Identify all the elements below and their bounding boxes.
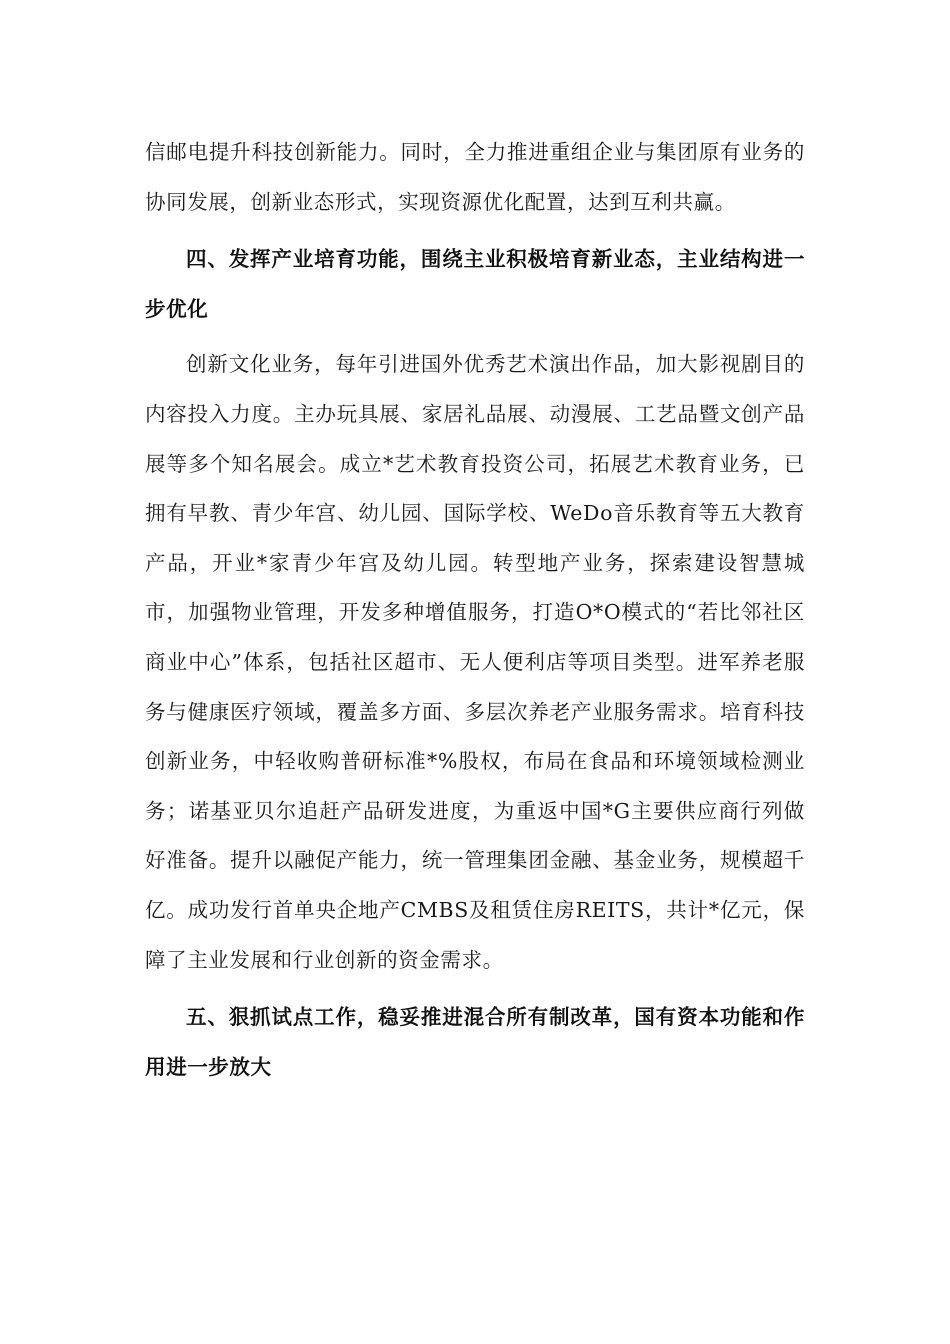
document-body — [145, 128, 805, 1092]
paragraph-spacer — [145, 985, 805, 993]
section-heading-four: 四、发挥产业培育功能，围绕主业积极培育新业态，主业结构进一步优化 — [145, 247, 805, 321]
paragraph-continuation: 信邮电提升科技创新能力。同时，全力推进重组企业与集团原有业务的协同发展，创新业态形式，实现资源优化配置，达到互利共赢。 — [145, 140, 805, 214]
section-heading-five: 五、狠抓试点工作，稳妥推进混合所有制改革，国有资本功能和作用进一步放大 — [145, 1005, 805, 1079]
paragraph-spacer — [145, 227, 805, 235]
paragraph-section-four-body: 创新文化业务，每年引进国外优秀艺术演出作品，加大影视剧目的内容投入力度。主办玩具展、家居礼品展、动漫展、工艺品暨文创产品展等多个知名展会。成立*艺术教育投资公司，拓展艺术教育业务，已拥有早教、青少年宫、幼儿园、国际学校、WeDo音乐教育等五大教育产品，开业*家青少年宫及幼儿园。转型地产业务，探索建设智慧城市，加强物业管理，开发多种增值服务，打造O*O模式的“若比邻社区商业中心”体系，包括社区超市、无人便利店等项目类型。进军养老服务与健康医疗领域，覆盖多方面、多层次养老产业服务需求。培育科技创新业务，中轻收购普研标准*%股权，布局在食品和环境领域检测业务；诺基亚贝尔追赶产品研发进度，为重返中国*G主要供应商行列做好准备。提升以融促产能力，统一管理集团金融、基金业务，规模超千亿。成功发行首单央企地产CMBS及租赁住房REITS，共计*亿元，保障了主业发展和行业创新的资金需求。 — [145, 352, 805, 972]
